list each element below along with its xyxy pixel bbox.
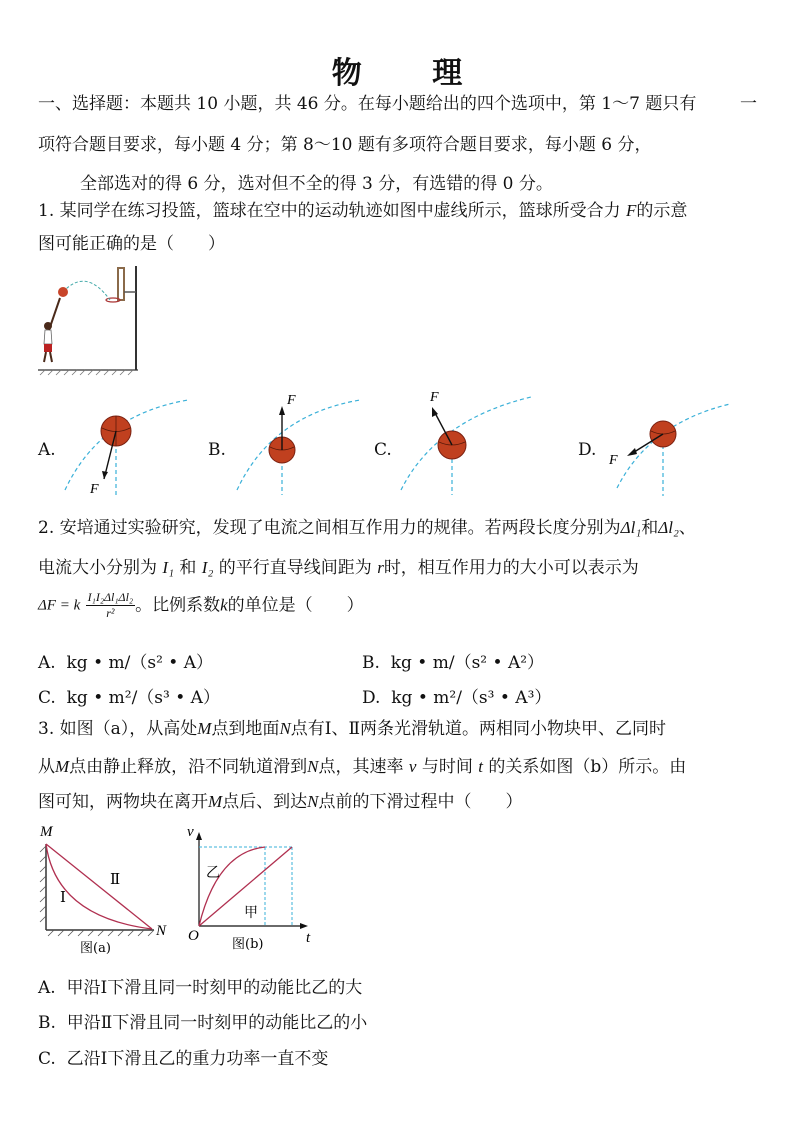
fig-b-t: t	[306, 930, 311, 946]
q3-line2e: 的关系如图（b）所示。由	[488, 757, 687, 777]
q1-option-a-figure[interactable]	[60, 395, 195, 500]
q3-option-b-label: B.	[38, 1013, 56, 1033]
q2-line2	[38, 557, 639, 579]
q2-formula-lhs: ΔF = k	[38, 597, 81, 614]
q2-i2: I₂	[201, 558, 214, 577]
q3-line2d: 与时间	[421, 757, 473, 777]
fig-b-v: v	[187, 824, 194, 840]
q1-force-var: F	[626, 201, 637, 220]
q1-line1b: 的示意	[636, 201, 688, 221]
q3-line2b: 点由静止释放，沿不同轨道滑到	[69, 757, 308, 777]
q1-line2: 图可能正确的是（ ）	[38, 234, 225, 254]
q2-comma: 、	[678, 518, 696, 538]
q3-M-3: M	[208, 792, 223, 811]
q3-option-a-text: 甲沿Ⅰ下滑且同一时刻甲的动能比乙的大	[66, 978, 363, 998]
q2-option-a[interactable]	[38, 648, 213, 673]
q2-option-c-text: kg • m²/（s³ • A）	[66, 688, 220, 708]
q1-option-b-force: F	[287, 393, 296, 408]
q3-M: M	[197, 719, 212, 738]
q2-formula-num: I₁I₂Δl₁Δl₂	[87, 590, 134, 604]
q3-line2a: 从	[38, 757, 55, 777]
q3-line3b: 点后、到达	[222, 792, 308, 812]
fig-b-jia: 甲	[244, 905, 258, 921]
q2-i1: I₁	[162, 558, 174, 577]
q2-line2b: 的平行直导线间距为	[218, 558, 372, 578]
fig-a-caption: 图(a)	[80, 941, 111, 956]
q2-option-b-label: B.	[362, 653, 380, 673]
q3-line1	[38, 718, 666, 740]
q2-formula-den: r²	[106, 606, 115, 620]
fig-b-caption: 图(b)	[232, 937, 264, 952]
q3-v: v	[408, 757, 417, 776]
q2-line1	[38, 517, 696, 539]
q3-line1c: 点有Ⅰ、Ⅱ两条光滑轨道。两相同小物块甲、乙同时	[290, 719, 667, 739]
q2-option-b-text: kg • m/（s² • A²）	[390, 653, 545, 673]
q3-line1b: 点到地面	[211, 719, 280, 739]
q1-option-d-figure[interactable]	[605, 398, 740, 498]
q1-option-d-label[interactable]: D.	[578, 440, 597, 460]
q1-option-b-figure[interactable]	[232, 388, 367, 500]
q1-option-a-label[interactable]: A.	[38, 440, 56, 460]
q3-line3c: 点前的下滑过程中（ ）	[318, 792, 523, 812]
q2-option-d-label: D.	[362, 688, 381, 708]
q2-option-d-text: kg • m²/（s³ • A³）	[391, 688, 552, 708]
q2-line3a: 。比例系数	[135, 595, 221, 616]
q2-option-c[interactable]	[38, 683, 220, 708]
fig-b-O: O	[188, 928, 199, 944]
q3-line3a: 图可知，两物块在离开	[38, 792, 208, 812]
fig-a-M: M	[40, 824, 53, 840]
q1-option-c-label[interactable]: C.	[374, 440, 392, 460]
q2-line1a: 2. 安培通过实验研究，发现了电流之间相互作用力的规律。若两段长度分别为	[38, 518, 621, 538]
fig-a-N: N	[156, 923, 167, 939]
fig-a-track2: Ⅱ	[110, 870, 121, 888]
q2-formula-fraction	[86, 590, 135, 621]
q1-line1a: 1. 某同学在练习投篮，篮球在空中的运动轨迹如图中虚线所示，篮球所受合力	[38, 201, 621, 221]
q3-line1a: 3. 如图（a），从高处	[38, 719, 198, 739]
q1-option-a-force: F	[90, 482, 99, 497]
q3-option-c-label: C.	[38, 1049, 56, 1069]
q2-line2c: 时，相互作用力的大小可以表示为	[383, 558, 639, 578]
q3-figure-a	[36, 822, 176, 957]
q2-option-a-text: kg • m/（s² • A）	[66, 653, 214, 673]
q3-N-2: N	[307, 757, 319, 776]
q2-and2: 和	[179, 558, 197, 578]
q1-line1	[38, 200, 687, 222]
q3-option-a[interactable]	[38, 973, 362, 998]
fig-a-track1: Ⅰ	[60, 888, 66, 906]
q3-option-c[interactable]	[38, 1044, 328, 1069]
q1-scene-figure	[36, 262, 146, 376]
q2-line3	[38, 590, 364, 630]
q3-t: t	[478, 757, 484, 776]
q3-line2c: 点，其速率	[318, 757, 404, 777]
q1-option-d-force: F	[609, 453, 618, 468]
section1-line1: 一、选择题：本题共 10 小题，共 46 分。在每小题给出的四个选项中，第 1～7 题只有	[38, 94, 697, 114]
q2-line2a: 电流大小分别为	[38, 558, 157, 578]
section1-line3: 全部选对的得 6 分，选对但不全的得 3 分，有选错的得 0 分。	[80, 174, 553, 194]
q3-option-b[interactable]	[38, 1008, 367, 1033]
q1-option-c-figure[interactable]	[396, 385, 541, 500]
q1-option-c-force: F	[430, 390, 439, 405]
q2-line3b: 的单位是（ ）	[227, 595, 364, 616]
q2-l2: Δl₂	[658, 518, 679, 537]
q3-N-3: N	[307, 792, 319, 811]
basketball-icon	[58, 287, 68, 297]
q1-option-b-label[interactable]: B.	[208, 440, 226, 460]
q2-and: 和	[641, 518, 659, 538]
q2-k: k	[220, 595, 228, 615]
q3-N: N	[279, 719, 291, 738]
page-title: 物 理	[331, 56, 493, 91]
q3-figure-b	[182, 822, 322, 957]
section1-line2: 项符合题目要求，每小题 4 分；第 8～10 题有多项符合题目要求，每小题 6 分，	[38, 135, 652, 155]
q3-line3	[38, 791, 523, 813]
q3-option-c-text: 乙沿Ⅰ下滑且乙的重力功率一直不变	[66, 1049, 329, 1069]
q2-option-b[interactable]	[362, 648, 544, 673]
q3-line2	[38, 756, 686, 778]
section1-line1-end: 一	[740, 94, 757, 114]
q3-option-a-label: A.	[38, 978, 56, 998]
q3-M-2: M	[55, 757, 70, 776]
q2-l1: Δl₁	[620, 518, 642, 537]
q2-r: r	[377, 558, 384, 577]
fig-b-yi: 乙	[206, 865, 220, 881]
q2-option-d[interactable]	[362, 683, 551, 708]
q2-option-a-label: A.	[38, 653, 56, 673]
q3-option-b-text: 甲沿Ⅱ下滑且同一时刻甲的动能比乙的小	[66, 1013, 368, 1033]
q2-option-c-label: C.	[38, 688, 56, 708]
